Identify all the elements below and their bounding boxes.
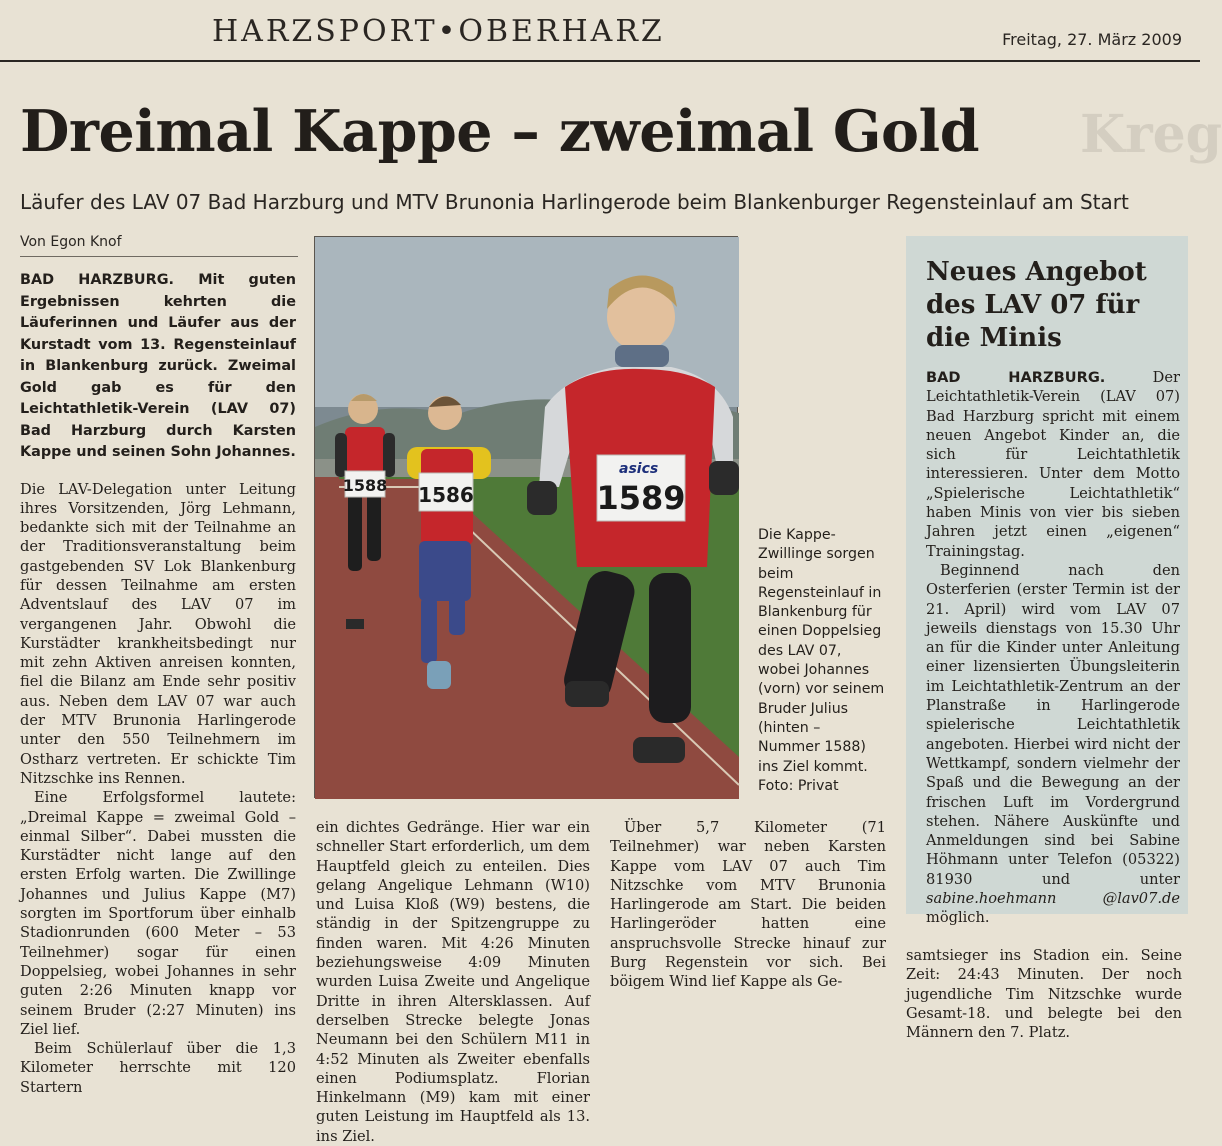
body-paragraph: Die LAV-Delegation unter Leitung ihres Vorsitzenden, Jörg Lehmann, bedankte sich mit der Teilnahme an der Traditionsveranstaltung beim gastgebenden SV Lok Blankenburg für dessen Teilnahme am ersten Adventslauf des LAV 07 im vergangenen Jahr. Obwohl die Kurstädter krankheitsbedingt nur mit zehn Aktiven anreisen konnten, fiel die Bilanz am Ende sehr positiv aus. Neben dem LAV 07 war auch der MTV Brunonia Harlingerode unter den 550 Teilnehmern im Ostharz vertreten. Er schickte Tim Nitzschke ins Rennen. [20,480,296,787]
body-paragraph: Über 5,7 Kilometer (71 Teilnehmer) war neben Karsten Kappe vom LAV 07 auch Tim Nitzschke vom MTV Brunonia Harlingerode am Start. Die beiden Harlingeröder hatten eine anspruchsvolle Strecke hinauf zur Burg Regenstein vor sich. Bei böigem Wind lief Kappe als Ge- [610,819,886,991]
bib-1588 [343,471,388,497]
body-paragraph: Beginnend nach den Osterferien (erster Termin ist der 21. April) wird vom LAV 07 jeweils dienstags von 15.30 Uhr an für die Kinder unter Anleitung einer lizensierten Übungsleiterin im Leichtathletik-Zentrum an der Planstraße in Harlingerode spielerische Leichtathletik angeboten. Hierbei wird nicht der Wettkampf, sondern vielmehr der Spaß und die Bewegung an der frischen Luft im Vordergrund stehen. Nähere Auskünfte und Anmeldungen sind bei Sabine Höhmann unter Telefon (05322) 81930 und unter sabine.hoehmann @lav07.de möglich. [926,561,1180,927]
article-column-4 [906,946,1182,1042]
bib-number: 1588 [342,476,388,495]
section-title: HARZSPORT•OBERHARZ [212,14,665,49]
bib-number: 1586 [418,483,474,507]
bib-1586 [418,473,474,511]
masthead [0,0,1200,62]
issue-date: Freitag, 27. März 2009 [1002,30,1182,49]
lead-paragraph [20,270,296,464]
email-address: sabine.hoehmann @lav07.de [926,890,1180,908]
article-photo [314,236,738,798]
show-through-text: Kreg [1080,104,1222,165]
runners-photo [315,237,739,799]
byline-divider [20,256,298,257]
body-paragraph: samtsieger ins Stadion ein. Seine Zeit: 24:43 Minuten. Der noch jugendliche Tim Nitzschke wurde Gesamt-18. und belegte bei den Männern den 7. Platz. [906,947,1182,1042]
lead-text: Mit guten Ergebnissen kehrten die Läuferinnen und Läufer aus der Kurstadt vom 13. Regensteinlauf in Blankenburg zurück. Zweimal Gold gab es für den Leichtathletik-Verein (LAV 07) Bad Harzburg durch Karsten Kappe und seinen Sohn Johannes. [20,272,296,460]
body-paragraph: BAD HARZBURG. Der Leichtathletik-Verein (LAV 07) Bad Harzburg spricht mit einem neuen Angebot Kinder an, die sich für Leichtathletik interessieren. Unter dem Motto „Spielerische Leichtathletik“ haben Minis von vier bis sieben Jahren jetzt einen „eigenen“ Trainingstag. [926,369,1180,560]
sponsor-logo: asics [619,461,659,477]
subheadline: Läufer des LAV 07 Bad Harzburg und MTV Brunonia Harlingerode beim Blankenburger Regensteinlauf am Start [20,190,1129,214]
article-column-3 [610,818,886,992]
info-dateline: BAD HARZBURG. [926,369,1106,386]
headline: Dreimal Kappe – zweimal Gold [20,98,980,165]
bib-number: 1589 [596,479,686,517]
info-box-body [926,368,1180,928]
photo-caption: Die Kappe-Zwillinge sorgen beim Regensteinlauf in Blankenburg für einen Doppelsieg des LAV 07, wobei Johannes (vorn) vor seinem Bruder Julius (hinten – Nummer 1588) ins Ziel kommt. Foto: Privat [758,527,885,794]
lead-dateline: BAD HARZBURG. [20,272,174,288]
byline: Von Egon Knof [20,234,122,250]
article-column-2 [316,818,590,1146]
body-paragraph: Eine Erfolgsformel lautete: „Dreimal Kappe = zweimal Gold – einmal Silber“. Dabei mussten die Kurstädter nicht lange auf den ersten Erfolg warten. Die Zwillinge Johannes und Julius Kappe (M7) sorgten im Sportforum über einhalb Stadionrunden (600 Meter – 53 Teilnehmer) sogar für einen Doppelsieg, wobei Johannes in sehr guten 2:26 Minuten knapp vor seinem Bruder (2:27 Minuten) ins Ziel lief. [20,789,296,1038]
body-paragraph: Beim Schülerlauf über die 1,3 Kilometer herrschte mit 120 Startern [20,1040,296,1096]
article-column-1 [20,270,296,1097]
info-box-title: Neues Angebot des LAV 07 für die Minis [926,257,1147,353]
info-box [906,236,1188,927]
bib-1589 [596,455,685,521]
body-paragraph: ein dichtes Gedränge. Hier war ein schneller Start erforderlich, um dem Hauptfeld gleich zu enteilen. Dies gelang Angelique Lehmann (W10) und Luisa Kloß (W9) bestens, die ständig in der Spitzengruppe zu finden waren. Mit 4:26 Minuten beziehungsweise 4:09 Minuten wurden Luisa Zweite und Angelique Dritte in ihren Altersklassen. Auf derselben Strecke belegte Jonas Neumann bei den Schülern M11 in 4:52 Minuten als Zweiter ebenfalls einen Podiumsplatz. Florian Hinkelmann (M9) kam mit einer guten Leistung im Hauptfeld als 13. ins Ziel. [316,819,590,1145]
